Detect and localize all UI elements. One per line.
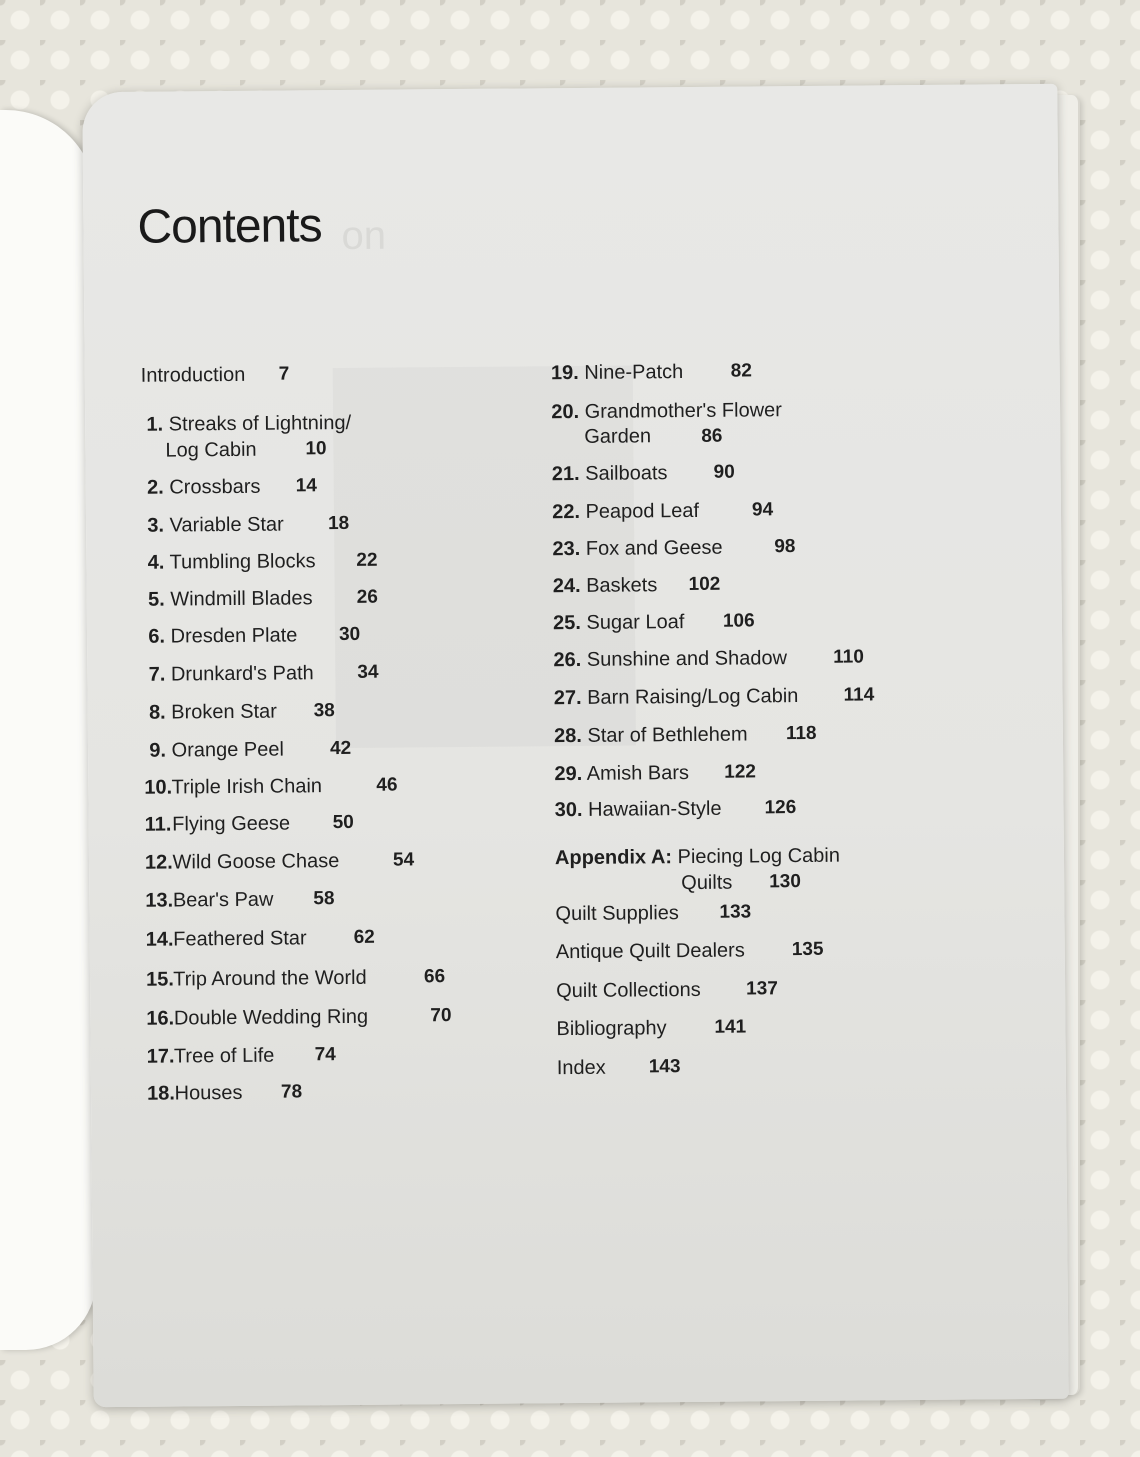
toc-entry-24 xyxy=(547,573,721,598)
toc-entry-label: Feathered Star xyxy=(173,927,307,951)
toc-entry-23 xyxy=(546,536,796,562)
toc-entry-label: Introduction xyxy=(140,363,246,387)
toc-entry-antique-quilt-dealers xyxy=(555,938,824,965)
toc-entry-number: 5. xyxy=(147,588,165,611)
toc-entry-page: 42 xyxy=(329,737,352,760)
toc-entry-6 xyxy=(143,623,361,648)
toc-entry-10 xyxy=(144,774,398,800)
toc-entry-25 xyxy=(547,610,755,635)
toc-entry-number: 22. xyxy=(552,500,581,524)
toc-entry-number: 12. xyxy=(144,851,173,874)
toc-entry-number: 4. xyxy=(147,551,165,574)
toc-entry-page: 102 xyxy=(688,573,721,596)
toc-entry-index xyxy=(556,1056,681,1080)
toc-entry-page: 30 xyxy=(338,623,361,646)
toc-entry-label: Drunkard's Path xyxy=(170,662,314,686)
toc-entry-number: 20. xyxy=(551,400,580,424)
toc-entry-page: 122 xyxy=(724,761,757,783)
toc-entry-2 xyxy=(142,475,317,500)
toc-entry-14 xyxy=(145,926,375,951)
toc-entry-3 xyxy=(142,512,350,538)
toc-entry-label: Wild Goose Chase xyxy=(172,850,340,874)
toc-entry-label: Tree of Life xyxy=(173,1044,275,1068)
toc-entry-page: 62 xyxy=(353,926,375,948)
toc-entry-label: Sailboats xyxy=(585,462,668,485)
toc-entry-29 xyxy=(548,761,757,786)
toc-entry-21 xyxy=(546,461,735,486)
appendix-prefix: Appendix A: xyxy=(554,846,673,870)
toc-entry-15 xyxy=(145,966,446,992)
toc-entry-page: 137 xyxy=(746,978,778,1000)
toc-entry-label: Antique Quilt Dealers xyxy=(555,939,745,964)
toc-entry-number: 30. xyxy=(554,798,583,822)
toc-entry-number: 25. xyxy=(553,611,582,635)
toc-entry-page: 58 xyxy=(313,888,335,910)
toc-entry-22 xyxy=(546,499,774,524)
toc-entry-26 xyxy=(547,646,864,672)
toc-entry-number: 13. xyxy=(145,889,174,912)
toc-entry-27 xyxy=(547,684,875,710)
toc-entry-page: 114 xyxy=(843,684,875,706)
show-through-text: on xyxy=(341,213,387,259)
toc-entry-page: 94 xyxy=(751,499,774,521)
toc-entry-page: 98 xyxy=(774,536,796,558)
toc-entry-page: 7 xyxy=(278,363,290,385)
toc-entry-label: Grandmother's Flower xyxy=(584,399,782,423)
contents-page xyxy=(82,84,1068,1407)
toc-entry-page: 74 xyxy=(314,1044,336,1066)
toc-entry-number: 18. xyxy=(146,1082,175,1105)
toc-entry-label: Windmill Blades xyxy=(170,587,313,611)
toc-entry-number: 9. xyxy=(149,739,167,762)
toc-entry-page: 82 xyxy=(730,360,752,382)
toc-entry-number: 23. xyxy=(552,537,581,561)
toc-entry-label: Variable Star xyxy=(169,513,284,537)
toc-entry-8 xyxy=(144,700,335,725)
toc-entry-label: Quilt Supplies xyxy=(555,902,679,926)
toc-entry-label-cont: Log Cabin xyxy=(165,438,257,462)
toc-entry-label-cont: Garden xyxy=(584,425,652,448)
toc-entry-30 xyxy=(548,797,797,823)
toc-entry-13 xyxy=(145,888,335,913)
toc-entry-number: 15. xyxy=(145,968,174,991)
toc-entry-bibliography xyxy=(556,1016,747,1041)
toc-entry-introduction xyxy=(140,363,290,388)
toc-entry-5 xyxy=(143,586,378,611)
toc-entry-number: 28. xyxy=(554,724,583,748)
toc-entry-number: 10. xyxy=(144,776,173,799)
toc-entry-page: 50 xyxy=(332,811,354,834)
page-title: Contents xyxy=(137,199,322,254)
toc-entry-number: 14. xyxy=(145,928,174,951)
toc-entry-label: Orange Peel xyxy=(171,738,284,762)
toc-entry-7 xyxy=(143,661,379,686)
toc-entry-quilt-collections xyxy=(556,978,778,1003)
toc-entry-number: 19. xyxy=(550,361,579,385)
toc-entry-number: 29. xyxy=(554,762,583,786)
toc-entry-number: 3. xyxy=(147,514,165,537)
toc-entry-9 xyxy=(144,737,352,763)
toc-entry-number: 1. xyxy=(146,413,164,436)
toc-entry-page: 26 xyxy=(356,586,378,608)
toc-entry-number: 6. xyxy=(148,625,166,648)
toc-entry-appendix-a xyxy=(555,843,840,897)
toc-entry-label: Double Wedding Ring xyxy=(173,1005,369,1030)
toc-entry-label: Tumbling Blocks xyxy=(169,550,316,574)
toc-entry-label: Hawaiian-Style xyxy=(588,797,722,821)
toc-entry-label: Nine-Patch xyxy=(584,361,684,384)
toc-entry-page: 54 xyxy=(392,849,415,871)
toc-entry-number: 26. xyxy=(553,648,582,672)
toc-entry-number: 17. xyxy=(146,1045,175,1068)
toc-entry-label: Barn Raising/Log Cabin xyxy=(587,685,799,709)
toc-entry-number: 27. xyxy=(553,686,582,710)
toc-entry-page: 18 xyxy=(327,512,350,535)
toc-entry-label: Star of Bethlehem xyxy=(587,723,748,747)
toc-entry-12 xyxy=(144,849,415,875)
toc-entry-label: Crossbars xyxy=(169,475,261,499)
toc-entry-label: Broken Star xyxy=(171,700,277,724)
toc-entry-label-cont: Quilts xyxy=(681,871,733,895)
toc-entry-4 xyxy=(142,549,378,575)
toc-entry-label: Fox and Geese xyxy=(585,536,723,560)
toc-entry-page: 66 xyxy=(423,966,446,988)
toc-entry-label: Houses xyxy=(174,1081,243,1105)
toc-entry-page: 118 xyxy=(785,722,817,745)
toc-entry-number: 2. xyxy=(146,476,164,499)
toc-entry-label: Piecing Log Cabin xyxy=(677,844,841,869)
toc-entry-16 xyxy=(146,1005,452,1031)
toc-entry-label: Index xyxy=(556,1056,606,1080)
toc-entry-page: 106 xyxy=(722,610,755,632)
toc-entry-19 xyxy=(545,360,752,385)
toc-entry-label: Trip Around the World xyxy=(173,966,367,991)
toc-entry-label: Triple Irish Chain xyxy=(171,775,323,799)
toc-entry-page: 14 xyxy=(295,475,317,497)
toc-entry-18 xyxy=(146,1081,303,1106)
toc-entry-page: 46 xyxy=(376,774,398,796)
toc-entry-label: Sugar Loaf xyxy=(586,611,685,634)
toc-entry-page: 126 xyxy=(764,797,797,819)
toc-entry-page: 22 xyxy=(356,549,378,571)
toc-entry-1 xyxy=(141,410,351,464)
toc-entry-page: 90 xyxy=(713,461,735,483)
toc-entry-number: 24. xyxy=(552,574,581,598)
toc-entry-17 xyxy=(146,1044,336,1069)
toc-entry-label: Quilt Collections xyxy=(556,978,701,1003)
toc-entry-28 xyxy=(548,722,817,748)
toc-entry-page: 78 xyxy=(280,1081,303,1103)
toc-entry-11 xyxy=(144,811,354,836)
left-page xyxy=(0,110,96,1350)
toc-entry-page: 133 xyxy=(719,901,752,923)
toc-entry-number: 11. xyxy=(144,813,172,836)
toc-entry-page: 135 xyxy=(791,938,824,961)
toc-entry-page: 86 xyxy=(701,425,723,447)
toc-entry-label: Sunshine and Shadow xyxy=(586,647,788,671)
toc-entry-number: 8. xyxy=(148,701,166,724)
toc-entry-label: Bibliography xyxy=(556,1017,667,1041)
toc-entry-page: 38 xyxy=(313,700,335,722)
toc-entry-number: 16. xyxy=(146,1007,175,1030)
toc-entry-label: Flying Geese xyxy=(172,812,291,836)
toc-entry-label: Bear's Paw xyxy=(172,888,274,912)
toc-entry-quilt-supplies xyxy=(555,901,752,926)
toc-entry-number: 21. xyxy=(551,462,580,486)
toc-entry-label: Amish Bars xyxy=(586,762,690,785)
toc-entry-page: 10 xyxy=(305,438,327,460)
toc-entry-page: 70 xyxy=(430,1005,452,1027)
toc-entry-number: 7. xyxy=(148,663,166,686)
toc-entry-label: Dresden Plate xyxy=(170,624,298,648)
toc-entry-label: Streaks of Lightning/ xyxy=(168,411,352,436)
toc-entry-label: Peapod Leaf xyxy=(585,499,700,523)
toc-entry-page: 141 xyxy=(714,1016,747,1038)
toc-entry-page: 110 xyxy=(833,646,864,668)
toc-entry-label: Baskets xyxy=(586,574,658,597)
toc-entry-page: 130 xyxy=(769,871,801,893)
toc-entry-20 xyxy=(545,398,782,450)
toc-entry-page: 143 xyxy=(648,1056,681,1078)
toc-entry-page: 34 xyxy=(357,661,379,683)
